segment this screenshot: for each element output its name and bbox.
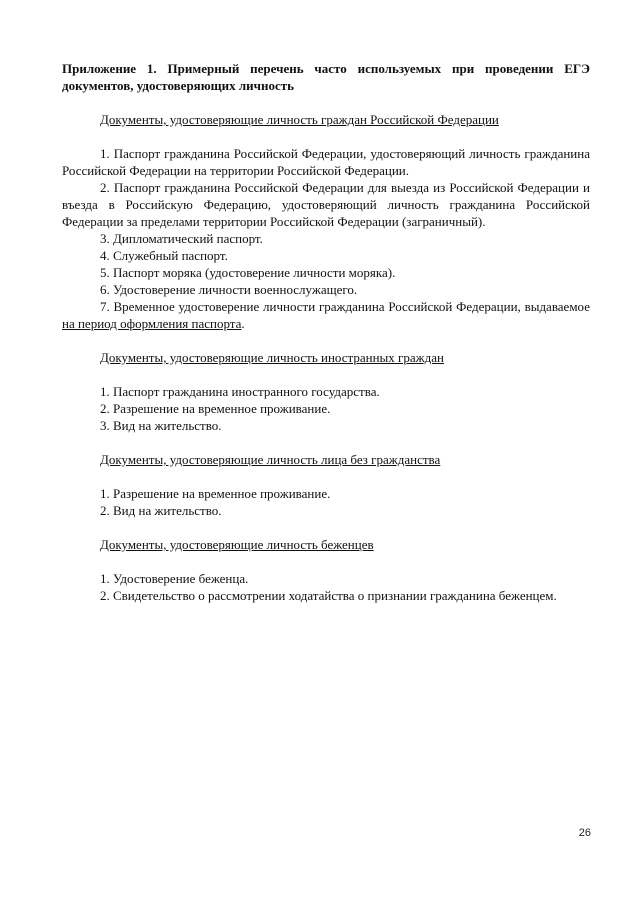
item7-text: 7. Временное удостоверение личности гражданина Российской Федерации, выдаваемое — [100, 299, 590, 314]
list-rf-citizens — [62, 145, 590, 332]
list-item: 3. Дипломатический паспорт. — [100, 231, 263, 246]
list-item: 2. Вид на жительство. — [100, 503, 222, 518]
list-refugees — [62, 570, 590, 604]
section-heading-rf-citizens: Документы, удостоверяющие личность граждан Российской Федерации — [100, 112, 499, 127]
list-item-temporary-id — [62, 298, 590, 332]
list-foreign-citizens — [62, 383, 590, 434]
document-page — [62, 60, 590, 621]
list-item: 1. Паспорт гражданина Российской Федерации, удостоверяющий личность гражданина Российской Федерации на территории Российской Федерации. — [62, 146, 590, 178]
list-stateless — [62, 485, 590, 519]
list-item: 2. Разрешение на временное проживание. — [100, 401, 331, 416]
list-item: 6. Удостоверение личности военнослужащего. — [100, 282, 358, 297]
list-item: 5. Паспорт моряка (удостоверение личности моряка). — [100, 265, 396, 280]
list-item: 2. Свидетельство о рассмотрении ходатайства о признании гражданина беженцем. — [100, 588, 557, 603]
item7-underlined: на период оформления паспорта — [62, 316, 242, 331]
section-heading-foreign-citizens: Документы, удостоверяющие личность иностранных граждан — [100, 350, 444, 365]
section-heading-stateless: Документы, удостоверяющие личность лица без гражданства — [100, 452, 441, 467]
list-item: 3. Вид на жительство. — [100, 418, 222, 433]
list-item: 4. Служебный паспорт. — [100, 248, 228, 263]
appendix-title: Приложение 1. Примерный перечень часто используемых при проведении ЕГЭ документов, удостоверяющих личность — [62, 61, 590, 93]
list-item: 1. Разрешение на временное проживание. — [100, 486, 331, 501]
page-number: 26 — [578, 827, 591, 839]
list-item: 2. Паспорт гражданина Российской Федерации для выезда из Российской Федерации и въезда в Российскую Федерацию, удостоверяющий личность гражданина Российской Федерации за пределами территории Российской Федерации (заграничный). — [62, 180, 590, 229]
section-heading-refugees: Документы, удостоверяющие личность беженцев — [100, 537, 374, 552]
item7-end: . — [241, 316, 245, 331]
list-item: 1. Паспорт гражданина иностранного государства. — [100, 384, 380, 399]
list-item: 1. Удостоверение беженца. — [100, 571, 249, 586]
